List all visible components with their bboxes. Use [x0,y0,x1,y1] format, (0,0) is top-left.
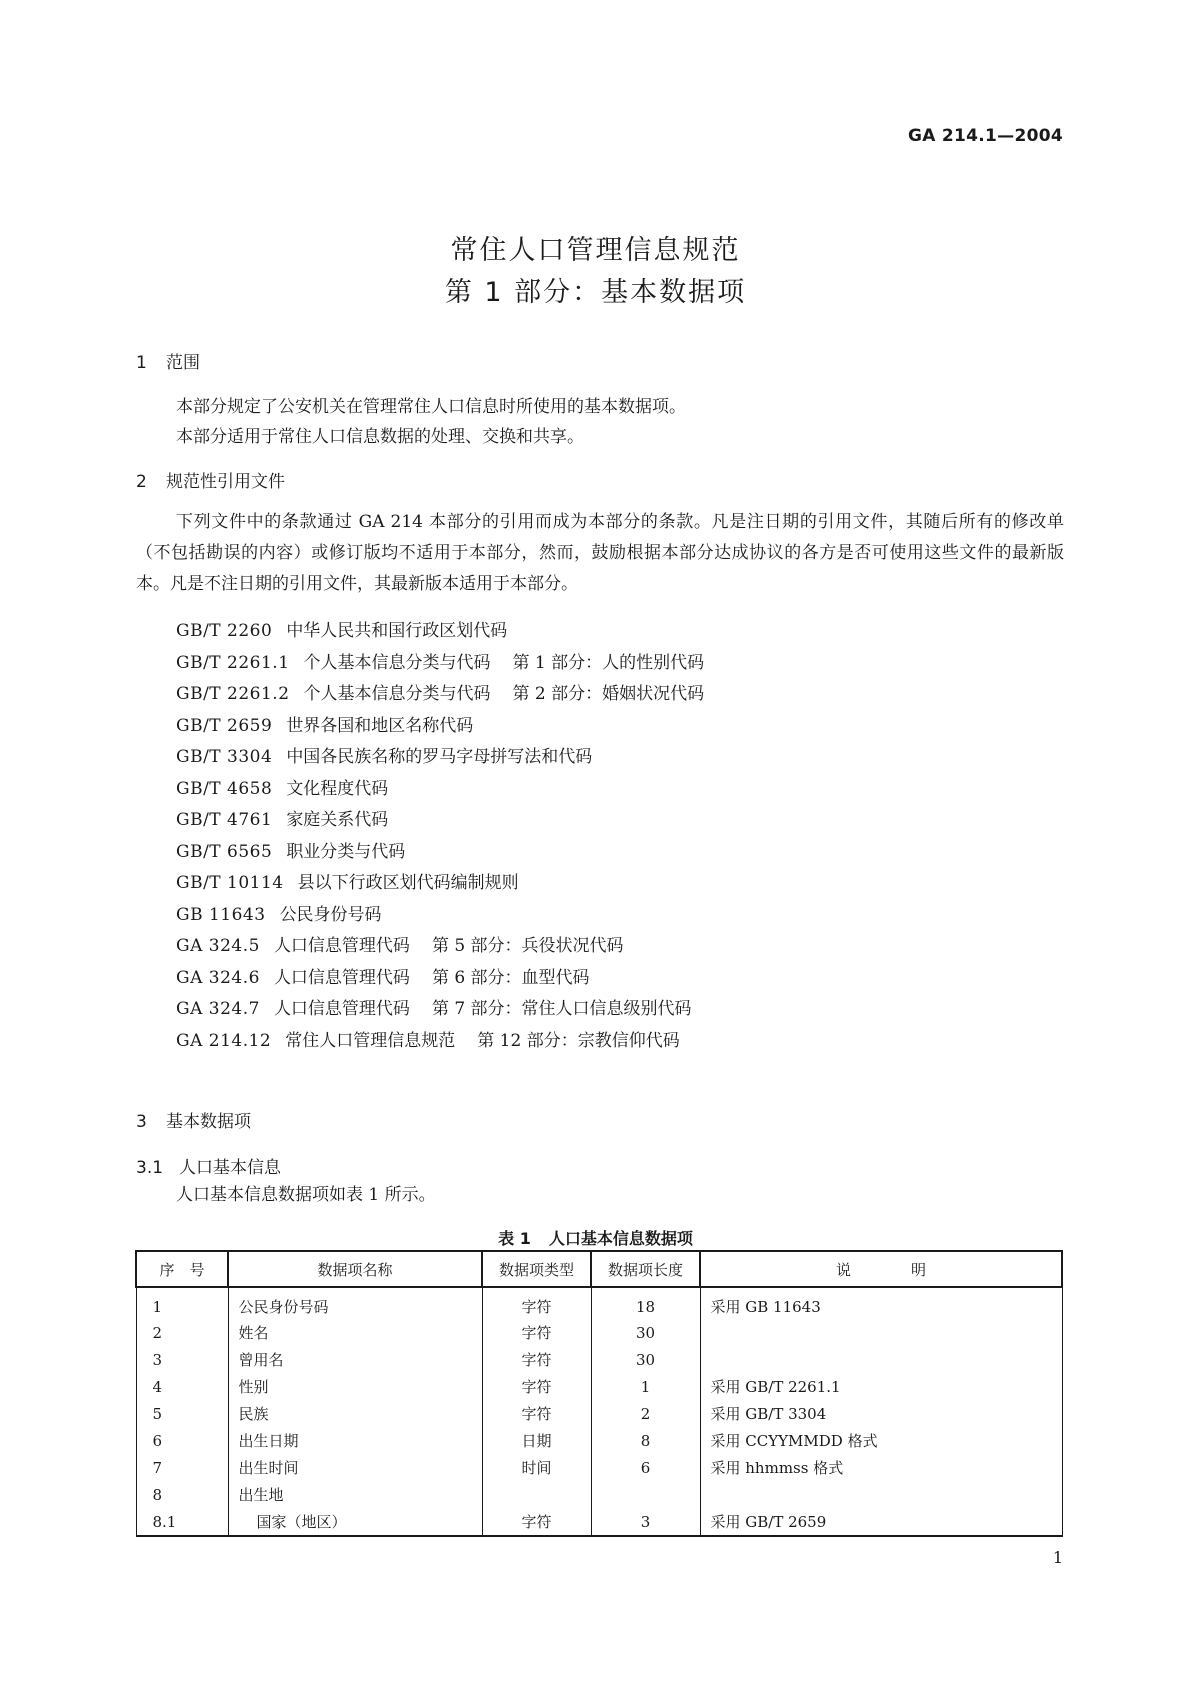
reference-item: GB/T 4761 家庭关系代码 [176,810,389,830]
page-number: 1 [1052,1548,1063,1567]
reference-item: GB/T 2659 世界各国和地区名称代码 [176,715,474,736]
section-title: 基本数据项 [166,1112,251,1132]
reference-item: GA 324.7 人口信息管理代码 第 7 部分：常住人口信息级别代码 [176,999,692,1019]
reference-item: GB/T 6565 职业分类与代码 [176,841,406,862]
table-row: 7 出生时间 时间 6 采用 hhmmss 格式 [136,1454,1062,1481]
table-row: 4 性别 字符 1 采用 GB/T 2261.1 [136,1373,1062,1400]
reference-item: GB/T 2261.2 个人基本信息分类与代码 第 2 部分：婚姻状况代码 [176,684,705,704]
document-title: 常住人口管理信息规范 [450,235,741,266]
table-header-row [136,1251,1062,1287]
section-2-paragraph: 下列文件中的条款通过 GA 214 本部分的引用而成为本部分的条款。凡是注日期的引用文件，其随后所有的修改单（不包括勘误的内容）或修订版均不适用于本部分，然而，鼓励根据本部分达成协议的各方是否可使用这些文件的最新版本。凡是不注日期的引用文件，其最新版本适用于本部分。 [136,512,1064,594]
reference-item: GB/T 4658 文化程度代码 [176,778,389,799]
section-1-heading [136,348,200,373]
table-row: 6 出生日期 日期 8 采用 CCYYMMDD 格式 [136,1427,1062,1454]
table-caption-title: 人口基本信息数据项 [548,1229,693,1248]
table-caption [0,1226,1191,1249]
reference-item: GA 324.6 人口信息管理代码 第 6 部分：血型代码 [176,967,590,988]
standard-code-number: 214.1—2004 [941,126,1063,146]
section-title: 人口基本信息 [179,1158,281,1178]
section-number: 2 [136,472,147,492]
reference-item: GB/T 2261.1 个人基本信息分类与代码 第 1 部分：人的性别代码 [176,652,705,673]
standard-code [908,126,1063,146]
section-1-paragraph-2: 本部分适用于常住人口信息数据的处理、交换和共享。 [176,427,584,447]
table-row: 3 曾用名 字符 30 [136,1346,1062,1373]
reference-item: GB 11643 公民身份号码 [176,904,382,925]
table-caption-number: 表 1 [498,1229,531,1248]
column-header: 说 明 [700,1251,1062,1287]
section-1-paragraph-1: 本部分规定了公安机关在管理常住人口信息时所使用的基本数据项。 [176,397,686,417]
data-items-table [135,1250,1063,1537]
column-header: 数据项长度 [591,1251,700,1287]
column-header: 数据项名称 [228,1251,482,1287]
standard-code-prefix: GA [907,126,936,146]
table-row: 2 姓名 字符 30 [136,1319,1062,1346]
reference-item: GB/T 3304 中国各民族名称的罗马字母拼写法和代码 [176,747,593,767]
reference-item: GB/T 2260 中华人民共和国行政区划代码 [176,621,508,641]
section-2-heading [136,467,285,492]
reference-item: GA 214.12 常住人口管理信息规范 第 12 部分：宗教信仰代码 [176,1030,680,1051]
section-number: 1 [136,353,147,373]
section-title: 范围 [166,353,200,373]
reference-item: GA 324.5 人口信息管理代码 第 5 部分：兵役状况代码 [176,936,624,956]
table-row: 8.1 国家（地区） 字符 3 采用 GB/T 2659 [136,1508,1062,1536]
column-header: 序 号 [136,1251,228,1287]
normative-references-list [176,616,704,1057]
reference-item: GB/T 10114 县以下行政区划代码编制规则 [176,873,519,893]
table-row: 8 出生地 [136,1481,1062,1508]
column-header: 数据项类型 [482,1251,591,1287]
section-title: 规范性引用文件 [166,472,285,492]
section-3-heading [136,1107,251,1132]
section-3-1-paragraph: 人口基本信息数据项如表 1 所示。 [176,1185,436,1205]
document-subtitle: 第 1 部分：基本数据项 [444,277,747,308]
table-row: 5 民族 字符 2 采用 GB/T 3304 [136,1400,1062,1427]
section-3-1-heading [136,1153,281,1178]
table-row: 1 公民身份号码 字符 18 采用 GB 11643 [136,1287,1062,1319]
section-number: 3 [136,1112,147,1132]
section-number: 3.1 [136,1158,164,1178]
